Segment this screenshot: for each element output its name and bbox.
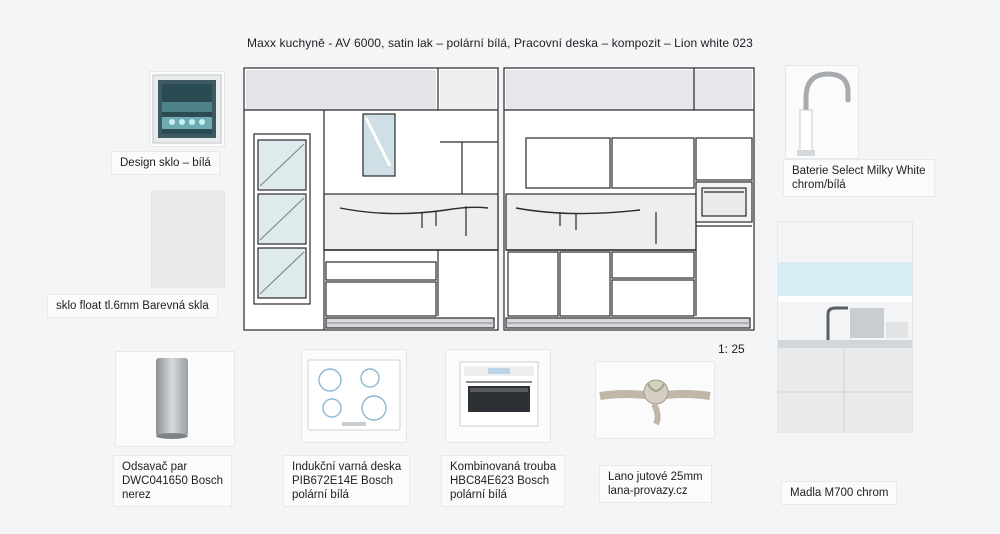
float-glass-swatch bbox=[152, 191, 224, 287]
hob-icon bbox=[302, 350, 406, 442]
rope-label: Lano jutové 25mm lana-provazy.cz bbox=[600, 466, 711, 502]
hob-label: Indukční varná deska PIB672E14E Bosch polární bílá bbox=[284, 456, 409, 506]
scale-label: 1: 25 bbox=[718, 342, 745, 356]
handles-label: Madla M700 chrom bbox=[782, 482, 896, 504]
float-glass-label: sklo float tl.6mm Barevná skla bbox=[48, 295, 217, 317]
faucet-label: Baterie Select Milky White chrom/bílá bbox=[784, 160, 934, 196]
kitchen-photo-illustration bbox=[778, 222, 912, 432]
faucet-sample bbox=[786, 66, 858, 158]
faucet-icon bbox=[786, 66, 858, 158]
kitchen-elevation-drawing bbox=[240, 66, 760, 334]
hood-icon bbox=[116, 352, 234, 446]
oven-product-card bbox=[446, 350, 550, 442]
hob-product-card bbox=[302, 350, 406, 442]
page-title: Maxx kuchyně - AV 6000, satin lak – polární bílá, Pracovní deska – kompozit – Lion white 023 bbox=[247, 36, 753, 50]
oven-icon bbox=[446, 350, 550, 442]
design-glass-swatch bbox=[150, 72, 224, 146]
oven-label: Kombinovaná trouba HBC84E623 Bosch polární bílá bbox=[442, 456, 564, 506]
rope-product-card bbox=[596, 362, 714, 438]
design-glass-sample bbox=[150, 72, 224, 146]
hood-product-card bbox=[116, 352, 234, 446]
design-glass-label: Design sklo – bílá bbox=[112, 152, 219, 174]
handles-photo bbox=[778, 222, 912, 432]
rope-knot-icon bbox=[596, 362, 714, 438]
hood-label: Odsavač par DWC041650 Bosch nerez bbox=[114, 456, 231, 506]
